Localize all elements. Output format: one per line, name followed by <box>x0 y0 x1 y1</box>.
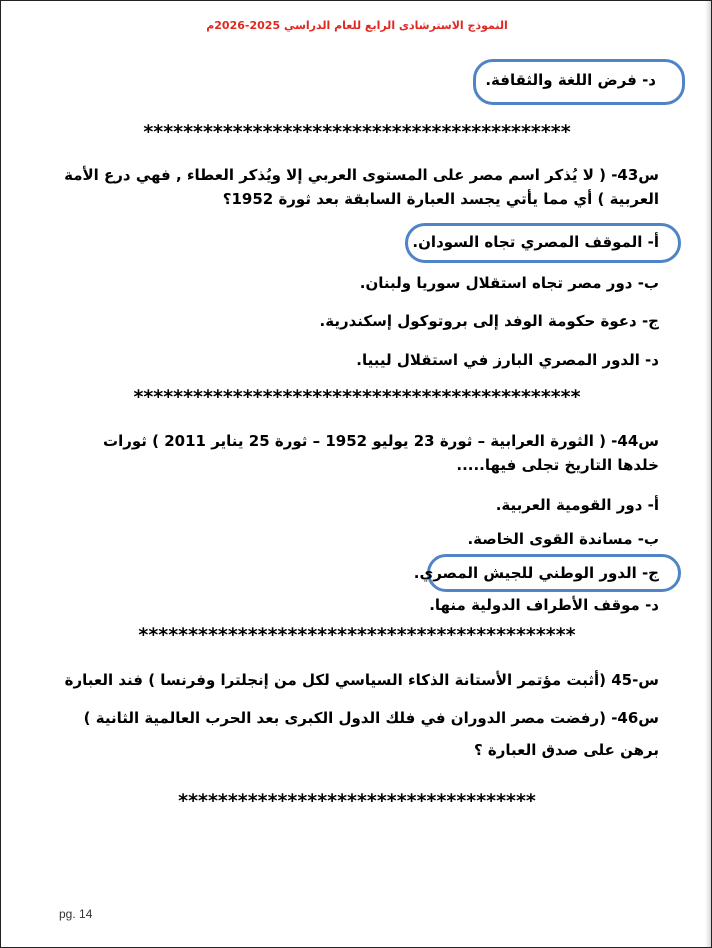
page-header: النموذج الاسترشادى الرابع للعام الدراسي 2025-2026م <box>206 19 508 32</box>
q43-question-line1: س43- ( لا يُذكر اسم مصر على المستوى العربي إلا ويُذكر العطاء , فهي درع الأمة <box>64 166 659 184</box>
separator-stars: ******************************************* <box>143 121 571 143</box>
q43-option-b: ب- دور مصر تجاه استقلال سوريا ولبنان. <box>359 274 659 292</box>
q44-option-b: ب- مساندة القوى الخاصة. <box>467 530 659 548</box>
q44-option-a: أ- دور القومية العربية. <box>495 496 659 514</box>
page-number: pg. 14 <box>59 907 93 921</box>
q44-option-c: ج- الدور الوطني للجيش المصري. <box>413 564 659 582</box>
q43-question-line2: العربية ) أي مما يأتي يجسد العبارة السابقة بعد ثورة 1952؟ <box>222 190 659 208</box>
q45-question: س-45 (أثبت مؤتمر الأستانة الذكاء السياسي لكل من إنجلترا وفرنسا ) فند العبارة <box>64 671 659 689</box>
q43-option-d: د- الدور المصري البارز في استقلال ليبيا. <box>356 351 659 369</box>
q46-question-line2: برهن على صدق العبارة ؟ <box>473 741 659 759</box>
q46-question-line1: س46- (رفضت مصر الدوران في فلك الدول الكبرى بعد الحرب العالمية الثانية ) <box>83 709 659 727</box>
separator-stars: ************************************ <box>178 790 536 812</box>
q44-option-d: د- موقف الأطراف الدولية منها. <box>429 596 659 614</box>
separator-stars: ********************************************* <box>133 386 581 408</box>
q44-question-line2: خلدها التاريخ تجلى فيها..... <box>456 456 659 474</box>
separator-stars: ******************************************** <box>138 624 576 646</box>
q42-option-d: د- فرض اللغة والثقافة. <box>485 71 656 89</box>
q43-option-a: أ- الموقف المصري تجاه السودان. <box>412 233 659 251</box>
q44-question-line1: س44- ( الثورة العرابية – ثورة 23 يوليو 1952 – ثورة 25 يناير 2011 ) ثورات <box>103 432 659 450</box>
q43-option-c: ج- دعوة حكومة الوفد إلى بروتوكول إسكندرية. <box>319 312 659 330</box>
